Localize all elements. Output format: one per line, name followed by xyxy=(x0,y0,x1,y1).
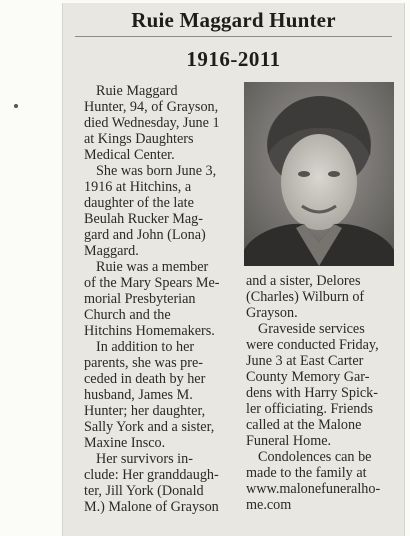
text-line: Hunter; her daughter, xyxy=(84,403,206,419)
text-line: gard and John (Lona) xyxy=(84,227,206,243)
text-line: me.com xyxy=(246,497,292,513)
obituary-left-column xyxy=(84,83,248,515)
text-line: Maxine Insco. xyxy=(84,435,166,451)
obituary-paragraph xyxy=(84,339,248,451)
text-line: husband, James M. xyxy=(84,387,193,403)
text-line: died Wednesday, June 1 xyxy=(84,115,220,131)
text-line: clude: Her granddaugh- xyxy=(84,467,219,483)
text-line: morial Presbyterian xyxy=(84,291,196,307)
text-line: ceded in death by her xyxy=(84,371,206,387)
text-line: made to the family at xyxy=(246,465,367,481)
obituary-paragraph xyxy=(84,451,248,515)
text-line: 1916 at Hitchins, a xyxy=(84,179,192,195)
obituary-right-column xyxy=(246,273,398,513)
text-line: daughter of the late xyxy=(84,195,194,211)
text-line: Hunter, 94, of Grayson, xyxy=(84,99,219,115)
obituary-paragraph xyxy=(246,273,398,321)
text-line: Ruie Maggard xyxy=(96,83,178,99)
text-line: County Memory Gar- xyxy=(246,369,370,385)
text-line: Ruie was a member xyxy=(96,259,209,275)
text-line: Condolences can be xyxy=(258,449,372,465)
text-line: Funeral Home. xyxy=(246,433,332,449)
text-line: and a sister, Delores xyxy=(246,273,361,289)
text-line: M.) Malone of Grayson xyxy=(84,499,219,515)
obituary-paragraph xyxy=(246,321,398,449)
text-line: Grayson. xyxy=(246,305,298,321)
text-line: Beulah Rucker Mag- xyxy=(84,211,203,227)
portrait-photo-icon xyxy=(244,82,394,266)
text-line: Hitchins Homemakers. xyxy=(84,323,215,339)
text-line: at Kings Daughters xyxy=(84,131,194,147)
text-line: June 3 at East Carter xyxy=(246,353,364,369)
obituary-paragraph xyxy=(84,83,248,163)
text-line: parents, she was pre- xyxy=(84,355,203,371)
text-line: ler officiating. Friends xyxy=(246,401,374,417)
text-line: Graveside services xyxy=(258,321,365,337)
obituary-years: 1916-2011 xyxy=(186,47,281,71)
text-line: dens with Harry Spick- xyxy=(246,385,378,401)
text-line: (Charles) Wilburn of xyxy=(246,289,365,305)
text-line: of the Mary Spears Me- xyxy=(84,275,220,291)
obituary-paragraph xyxy=(84,259,248,339)
stray-mark xyxy=(14,104,18,108)
text-line: were conducted Friday, xyxy=(246,337,379,353)
text-line: ter, Jill York (Donald xyxy=(84,483,204,499)
text-line: Church and the xyxy=(84,307,171,323)
obituary-paragraph xyxy=(84,163,248,259)
text-line: called at the Malone xyxy=(246,417,362,433)
text-line: Maggard. xyxy=(84,243,139,259)
portrait-photo xyxy=(244,82,394,266)
obituary-name: Ruie Maggard Hunter xyxy=(131,8,336,32)
text-line: Medical Center. xyxy=(84,147,175,163)
text-line: She was born June 3, xyxy=(96,163,217,179)
text-line: Her survivors in- xyxy=(96,451,193,467)
obituary-paragraph xyxy=(246,449,398,513)
text-line: Sally York and a sister, xyxy=(84,419,215,435)
text-line: www.malonefuneralho- xyxy=(246,481,381,497)
obituary-clipping xyxy=(63,3,404,536)
title-divider xyxy=(75,36,392,37)
text-line: In addition to her xyxy=(96,339,195,355)
